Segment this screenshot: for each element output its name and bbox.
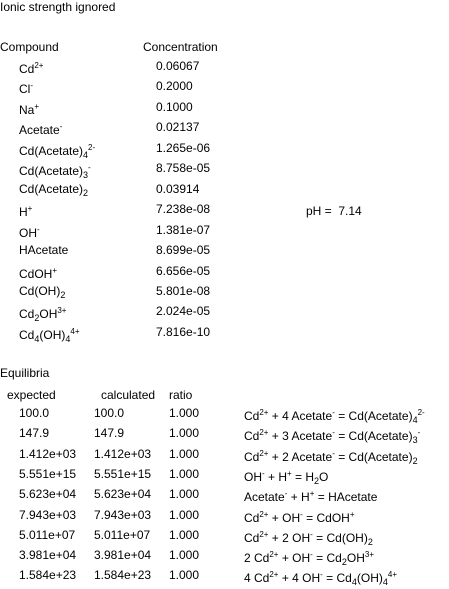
formula-text: = Cd(Acetate) — [334, 429, 413, 443]
ratio-column-header: ratio — [169, 388, 193, 402]
compound-name — [19, 223, 40, 240]
charge-superscript: 3+ — [364, 550, 374, 559]
charge-superscript: 2- — [88, 143, 96, 152]
reaction-equation — [244, 508, 355, 525]
reaction-equation — [244, 568, 397, 589]
formula-text: OH — [346, 551, 365, 565]
concentration-column-header: Concentration — [143, 40, 218, 54]
compound-name — [19, 202, 32, 219]
page-title: Ionic strength ignored — [0, 0, 116, 14]
expected-value: 5.623e+04 — [19, 487, 77, 501]
charge-superscript: - — [59, 122, 63, 131]
charge-superscript: - — [310, 530, 313, 539]
calculated-value: 5.011e+07 — [94, 528, 151, 542]
charge-superscript: + — [52, 266, 58, 275]
charge-superscript: - — [262, 469, 265, 478]
formula-text: Cd — [19, 307, 35, 321]
formula-text: OH — [19, 226, 37, 240]
formula-text: Acetate — [244, 490, 285, 504]
ratio-value: 1.000 — [169, 426, 200, 440]
ratio-value: 1.000 — [169, 568, 200, 582]
compound-name — [19, 59, 43, 76]
count-subscript: 4 — [83, 150, 89, 160]
concentration-value: 2.024e-05 — [156, 304, 211, 318]
charge-superscript: 4+ — [70, 327, 80, 336]
count-subscript: 4 — [34, 334, 40, 344]
charge-superscript: - — [320, 570, 323, 579]
compound-name — [19, 141, 95, 162]
formula-text: Cd — [19, 62, 35, 76]
concentration-value: 8.699e-05 — [156, 243, 211, 257]
ph-readout — [306, 204, 362, 218]
expected-value: 7.943e+03 — [19, 508, 77, 522]
charge-superscript: - — [310, 550, 313, 559]
formula-text: Acetate — [19, 123, 60, 137]
formula-text: + 4 OH — [278, 571, 321, 585]
formula-text: Cd(OH) — [19, 284, 61, 298]
count-subscript: 3 — [83, 170, 89, 180]
charge-superscript: - — [300, 510, 303, 519]
expected-value: 5.011e+07 — [19, 528, 76, 542]
compound-name — [19, 79, 33, 96]
compound-name — [19, 304, 66, 325]
charge-superscript: 2+ — [259, 408, 269, 417]
concentration-value: 0.1000 — [156, 100, 193, 114]
charge-superscript: 4+ — [387, 570, 398, 579]
expected-column-header: expected — [7, 388, 56, 402]
concentration-value: 1.265e-06 — [156, 141, 211, 155]
charge-superscript: 2+ — [269, 570, 279, 579]
calculated-value: 147.9 — [94, 426, 125, 440]
charge-superscript: 2+ — [259, 510, 269, 519]
formula-text: Cd(Acetate) — [19, 182, 84, 196]
formula-text: Cd(Acetate) — [19, 144, 84, 158]
reaction-equation — [244, 487, 377, 504]
count-subscript: 2 — [60, 290, 66, 300]
expected-value: 1.412e+03 — [19, 447, 77, 461]
charge-superscript: 2+ — [259, 530, 269, 539]
charge-superscript: - — [284, 489, 288, 498]
compound-name — [19, 182, 88, 200]
charge-superscript: 3+ — [57, 306, 67, 315]
formula-text: OH — [244, 470, 262, 484]
formula-text: CdOH — [19, 267, 53, 281]
formula-text: + OH — [278, 551, 311, 565]
compound-column-header: Compound — [0, 40, 59, 54]
reaction-equation — [244, 447, 418, 468]
formula-text: + 4 Acetate — [268, 409, 333, 423]
concentration-value: 0.2000 — [156, 79, 193, 93]
compound-name — [19, 264, 57, 281]
charge-superscript: 2+ — [259, 449, 269, 458]
charge-superscript: - — [30, 81, 34, 90]
calculated-value: 3.981e+04 — [94, 548, 152, 562]
formula-text: Cd — [244, 409, 260, 423]
equilibria-title: Equilibria — [0, 366, 50, 380]
calculated-value: 5.551e+15 — [94, 467, 152, 481]
count-subscript: 4 — [412, 415, 418, 425]
calculated-value: 1.412e+03 — [94, 447, 152, 461]
compound-name — [19, 243, 68, 257]
ratio-value: 1.000 — [169, 528, 200, 542]
expected-value: 3.981e+04 — [19, 548, 77, 562]
ph-label: pH = — [306, 204, 332, 218]
reaction-equation — [244, 406, 425, 427]
count-subscript: 2 — [367, 537, 373, 547]
formula-text: Cd(Acetate) — [19, 164, 84, 178]
ratio-value: 1.000 — [169, 467, 200, 481]
ph-value: 7.14 — [338, 204, 362, 218]
charge-superscript: + — [309, 489, 315, 498]
charge-superscript: 2- — [417, 408, 425, 417]
charge-superscript: 2+ — [34, 61, 44, 70]
calculated-column-header: calculated — [101, 388, 156, 402]
expected-value: 5.551e+15 — [19, 467, 77, 481]
formula-text: = CdOH — [302, 511, 350, 525]
charge-superscript: - — [88, 163, 91, 172]
count-subscript: 2 — [34, 313, 40, 323]
calculated-value: 5.623e+04 — [94, 487, 152, 501]
ratio-value: 1.000 — [169, 508, 200, 522]
formula-text: Na — [19, 103, 35, 117]
formula-text: = H — [291, 470, 315, 484]
charge-superscript: - — [332, 428, 335, 437]
reaction-equation — [244, 467, 328, 488]
count-subscript: 4 — [351, 577, 357, 587]
count-subscript: 2 — [412, 456, 418, 466]
concentration-value: 5.801e-08 — [156, 284, 211, 298]
compound-name — [19, 325, 80, 346]
formula-text: O — [319, 470, 329, 484]
formula-text: HAcetate — [19, 243, 69, 257]
formula-text: Cd — [244, 429, 260, 443]
formula-text: + 3 Acetate — [268, 429, 333, 443]
formula-text: Cl — [19, 82, 31, 96]
formula-text: = Cd(OH) — [312, 531, 368, 545]
charge-superscript: + — [34, 102, 40, 111]
formula-text: OH — [39, 307, 58, 321]
formula-text: Cd — [244, 450, 260, 464]
reaction-equation — [244, 426, 420, 447]
concentration-value: 7.238e-08 — [156, 202, 211, 216]
calculated-value: 100.0 — [94, 406, 125, 420]
charge-superscript: 2+ — [259, 428, 269, 437]
count-subscript: 2 — [314, 476, 320, 486]
formula-text: + 2 OH — [268, 531, 311, 545]
charge-superscript: 2+ — [269, 550, 279, 559]
charge-superscript: - — [37, 225, 40, 234]
formula-text: Cd — [244, 511, 260, 525]
count-subscript: 2 — [341, 557, 347, 567]
compound-name — [19, 161, 91, 182]
formula-text: (OH) — [356, 571, 383, 585]
formula-text: Cd — [19, 328, 35, 342]
expected-value: 1.584e+23 — [19, 568, 77, 582]
formula-text: + H — [287, 490, 310, 504]
formula-text: Cd — [244, 531, 260, 545]
count-subscript: 4 — [382, 577, 388, 587]
reaction-equation — [244, 528, 373, 549]
concentration-value: 8.758e-05 — [156, 161, 211, 175]
charge-superscript: - — [332, 449, 335, 458]
charge-superscript: + — [27, 204, 33, 213]
charge-superscript: + — [287, 469, 292, 478]
concentration-value: 0.02137 — [156, 120, 200, 134]
charge-superscript: - — [417, 428, 421, 437]
ratio-value: 1.000 — [169, 487, 200, 501]
formula-text: + H — [264, 470, 288, 484]
concentration-value: 0.06067 — [156, 59, 200, 73]
expected-value: 100.0 — [19, 406, 50, 420]
concentration-value: 1.381e-07 — [156, 223, 211, 237]
charge-superscript: + — [349, 510, 355, 519]
concentration-value: 7.816e-10 — [156, 325, 211, 339]
calculated-value: 7.943e+03 — [94, 508, 152, 522]
formula-text: = Cd — [312, 551, 342, 565]
calculated-value: 1.584e+23 — [94, 568, 152, 582]
count-subscript: 4 — [65, 334, 71, 344]
ratio-value: 1.000 — [169, 447, 200, 461]
charge-superscript: - — [332, 408, 335, 417]
formula-text: H — [19, 205, 28, 219]
count-subscript: 2 — [83, 188, 89, 198]
compound-name — [19, 100, 39, 117]
concentration-value: 6.656e-05 — [156, 264, 211, 278]
formula-text: + OH — [268, 511, 301, 525]
compound-name — [19, 120, 62, 137]
formula-text: = Cd — [322, 571, 352, 585]
count-subscript: 3 — [412, 435, 418, 445]
ratio-value: 1.000 — [169, 548, 200, 562]
formula-text: (OH) — [39, 328, 66, 342]
concentration-value: 0.03914 — [156, 182, 200, 196]
formula-text: 4 Cd — [244, 571, 270, 585]
formula-text: + 2 Acetate — [268, 450, 333, 464]
formula-text: = HAcetate — [314, 490, 378, 504]
expected-value: 147.9 — [19, 426, 50, 440]
ratio-value: 1.000 — [169, 406, 200, 420]
compound-name — [19, 284, 65, 302]
formula-text: 2 Cd — [244, 551, 270, 565]
formula-text: = Cd(Acetate) — [334, 409, 413, 423]
reaction-equation — [244, 548, 374, 569]
formula-text: = Cd(Acetate) — [334, 450, 413, 464]
